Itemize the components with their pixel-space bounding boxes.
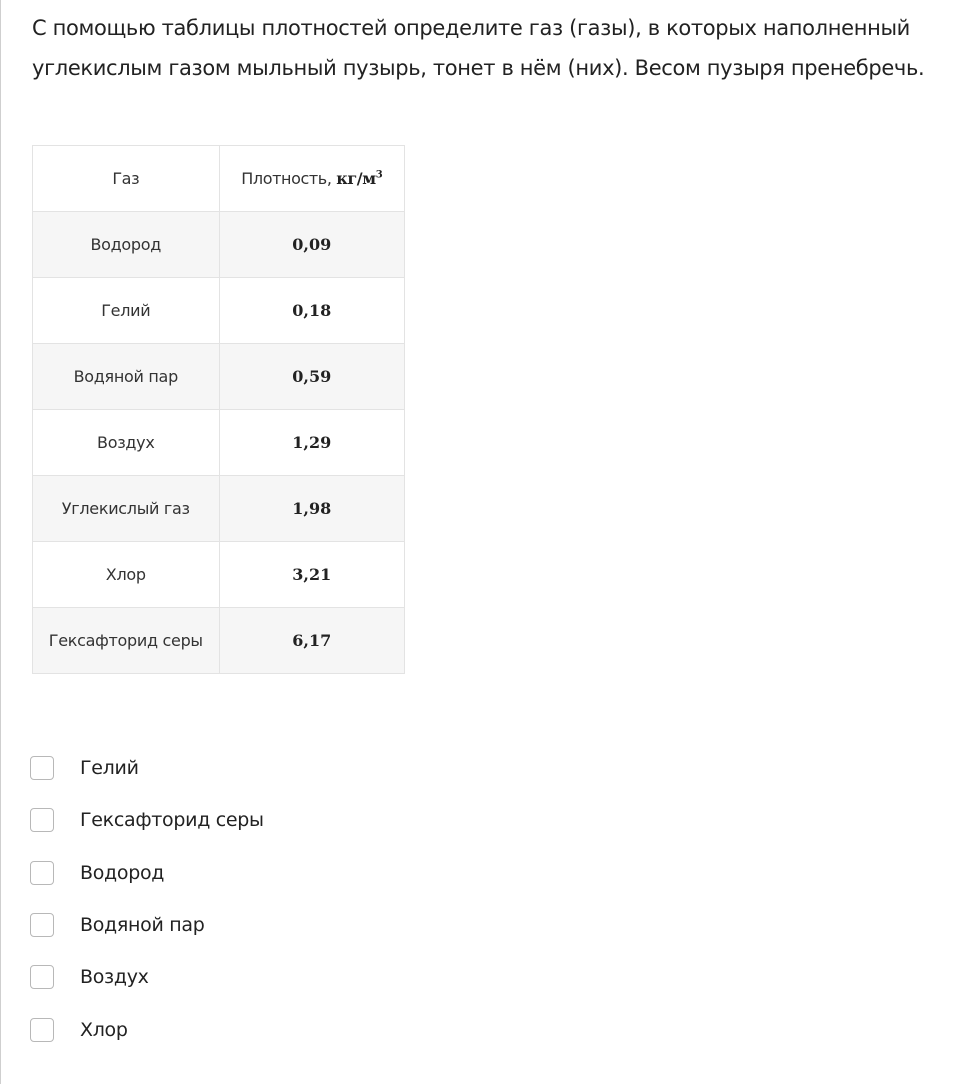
- gas-name: Хлор: [33, 542, 220, 608]
- table-row: [33, 278, 405, 344]
- table-row: [33, 344, 405, 410]
- gas-name: Водород: [33, 212, 220, 278]
- option-label[interactable]: Водяной пар: [80, 914, 205, 937]
- table-row: [33, 212, 405, 278]
- checkbox[interactable]: [30, 756, 54, 780]
- option-water-vapor[interactable]: [30, 899, 264, 951]
- option-hydrogen[interactable]: [30, 847, 264, 899]
- option-sulfur-hexafluoride[interactable]: [30, 794, 264, 846]
- gas-density: 0,59: [219, 344, 404, 410]
- option-helium[interactable]: [30, 742, 264, 794]
- header-gas: Газ: [33, 146, 220, 212]
- gas-name: Водяной пар: [33, 344, 220, 410]
- density-table: [32, 145, 405, 674]
- option-label[interactable]: Воздух: [80, 966, 149, 989]
- option-label[interactable]: Гелий: [80, 757, 139, 780]
- question-text: С помощью таблицы плотностей определите газ (газы), в которых наполненный углекислым газом мыльный пузырь, тонет в нём (них). Весом пузыря пренебречь.: [32, 16, 925, 80]
- gas-density: 1,29: [219, 410, 404, 476]
- table-header-row: [33, 146, 405, 212]
- gas-density: 6,17: [219, 608, 404, 674]
- checkbox[interactable]: [30, 913, 54, 937]
- option-label[interactable]: Хлор: [80, 1018, 128, 1041]
- unit-base: кг/м: [336, 169, 376, 188]
- checkbox[interactable]: [30, 808, 54, 832]
- gas-name: Гелий: [33, 278, 220, 344]
- table-row: [33, 608, 405, 674]
- table-row: [33, 542, 405, 608]
- gas-density: 0,18: [219, 278, 404, 344]
- answer-options: [30, 742, 264, 1056]
- option-label[interactable]: Водород: [80, 861, 165, 884]
- table-row: [33, 410, 405, 476]
- option-air[interactable]: [30, 951, 264, 1003]
- checkbox[interactable]: [30, 861, 54, 885]
- gas-density: 1,98: [219, 476, 404, 542]
- checkbox[interactable]: [30, 965, 54, 989]
- left-border: [0, 0, 1, 1084]
- gas-density: 0,09: [219, 212, 404, 278]
- gas-name: Углекислый газ: [33, 476, 220, 542]
- gas-name: Воздух: [33, 410, 220, 476]
- option-label[interactable]: Гексафторид серы: [80, 809, 264, 832]
- gas-density: 3,21: [219, 542, 404, 608]
- option-chlorine[interactable]: [30, 1003, 264, 1055]
- checkbox[interactable]: [30, 1018, 54, 1042]
- gas-name: Гексафторид серы: [33, 608, 220, 674]
- header-density-unit: [336, 169, 382, 188]
- table-row: [33, 476, 405, 542]
- header-density: [219, 146, 404, 212]
- unit-power: 3: [375, 169, 383, 181]
- header-density-label: Плотность,: [241, 169, 332, 188]
